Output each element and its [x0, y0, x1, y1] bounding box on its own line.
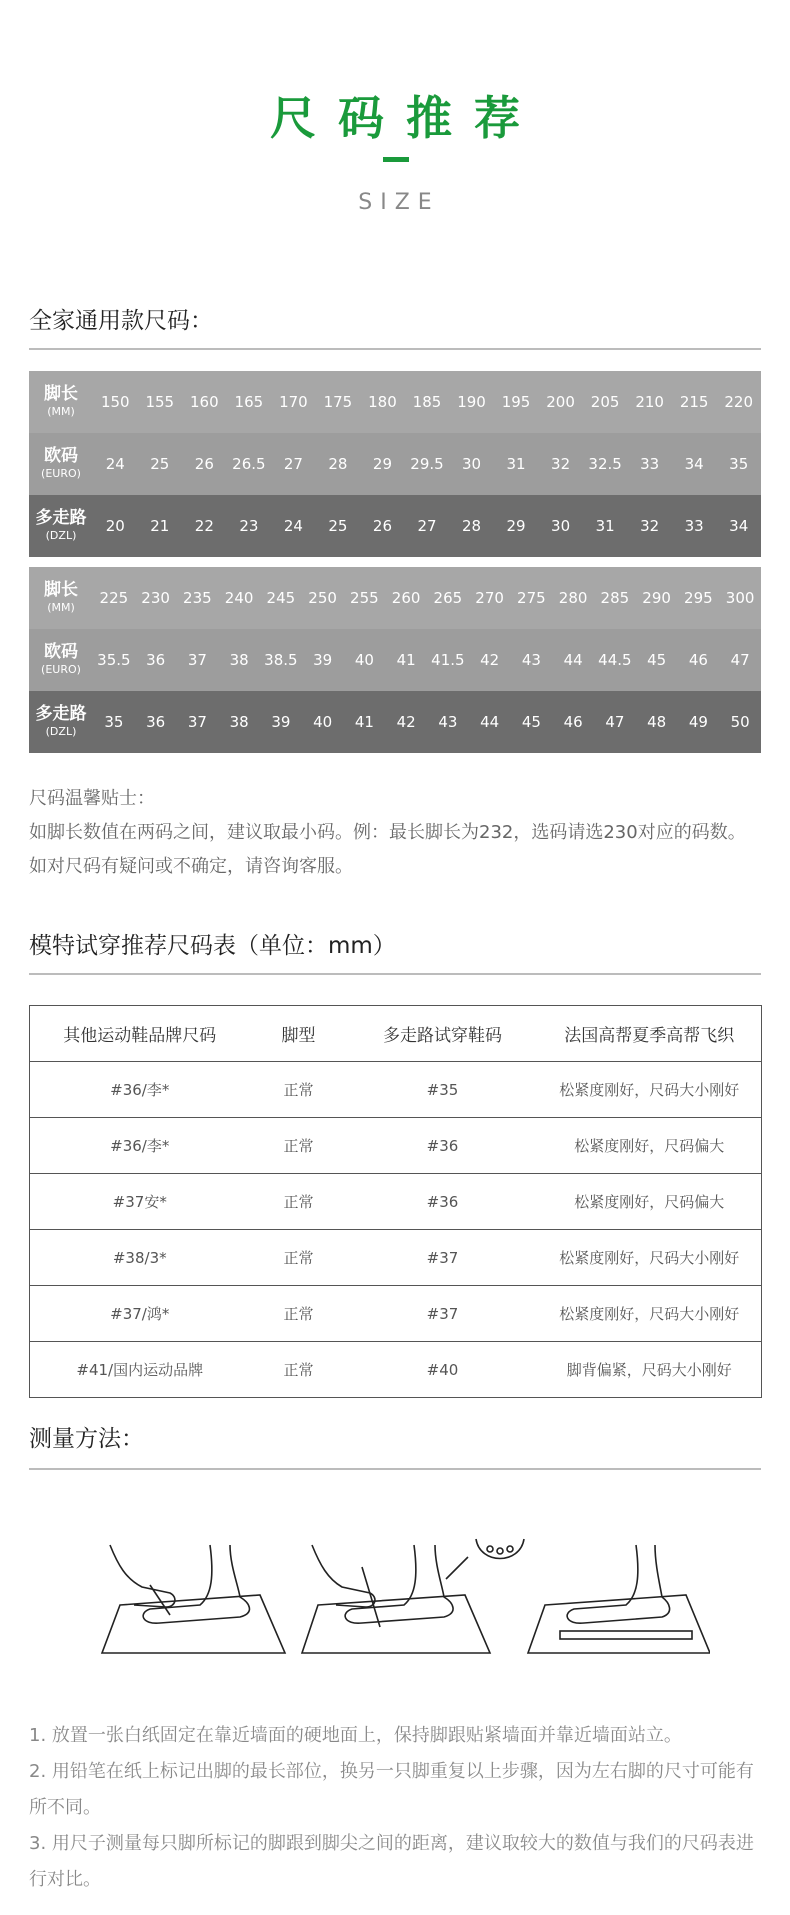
table-cell: 正常	[250, 1342, 348, 1398]
size-cell: 39	[302, 629, 344, 691]
size-cell: 280	[552, 567, 594, 629]
measure-step-1: 1. 放置一张白纸固定在靠近墙面的硬地面上，保持脚跟贴紧墙面并靠近墙面站立。	[29, 1725, 682, 1746]
row-label-dzl: 多走路 (DZL)	[29, 495, 93, 557]
size-cell: 22	[182, 495, 227, 557]
size-cell: 41	[385, 629, 427, 691]
table-row	[30, 1286, 762, 1342]
model-table-title: 模特试穿推荐尺码表（单位：mm）	[29, 933, 396, 959]
table-cell: 松紧度刚好，尺码偏大	[538, 1118, 762, 1174]
col-header-shoe-model: 法国高帮夏季高帮飞织	[538, 1006, 762, 1062]
size-cell: 285	[594, 567, 636, 629]
page-title: 尺码推荐	[270, 91, 542, 145]
table-cell: 正常	[250, 1118, 348, 1174]
table-cell: #35	[348, 1062, 538, 1118]
size-cell: 190	[449, 371, 494, 433]
size-cell: 47	[594, 691, 636, 753]
table-cell: #37安*	[30, 1174, 250, 1230]
table-row	[30, 1174, 762, 1230]
size-cell: 49	[678, 691, 720, 753]
size-cell: 215	[672, 371, 717, 433]
size-cell: 44	[552, 629, 594, 691]
table-cell: #37	[348, 1286, 538, 1342]
divider	[29, 973, 761, 975]
size-cell: 33	[627, 433, 672, 495]
size-cell: 195	[494, 371, 539, 433]
size-cell: 21	[138, 495, 183, 557]
table-cell: #41/国内运动品牌	[30, 1342, 250, 1398]
size-cell: 36	[135, 629, 177, 691]
size-cell: 31	[494, 433, 539, 495]
table-header-row	[30, 1006, 762, 1062]
size-cell: 295	[678, 567, 720, 629]
col-header-foot-type: 脚型	[250, 1006, 348, 1062]
size-cell: 38	[218, 691, 260, 753]
size-cell: 38	[218, 629, 260, 691]
size-cell: 255	[344, 567, 386, 629]
table-cell: 松紧度刚好，尺码大小刚好	[538, 1062, 762, 1118]
table-cell: #36	[348, 1118, 538, 1174]
divider	[29, 1468, 761, 1470]
size-cell: 29.5	[405, 433, 450, 495]
size-cell: 28	[449, 495, 494, 557]
size-cell: 26.5	[227, 433, 272, 495]
size-cell: 43	[511, 629, 553, 691]
size-table-1	[29, 371, 761, 557]
size-cell: 41	[344, 691, 386, 753]
table-cell: 正常	[250, 1174, 348, 1230]
step-2-illustration	[302, 1539, 524, 1653]
size-cell: 40	[344, 629, 386, 691]
size-cell: 50	[719, 691, 761, 753]
size-cell: 30	[538, 495, 583, 557]
table-cell: 正常	[250, 1062, 348, 1118]
size-cell: 200	[538, 371, 583, 433]
size-cell: 235	[177, 567, 219, 629]
size-cell: 245	[260, 567, 302, 629]
size-cell: 23	[227, 495, 272, 557]
size-cell: 44.5	[594, 629, 636, 691]
step-1-illustration	[102, 1545, 285, 1653]
size-cell: 32	[538, 433, 583, 495]
measure-title: 测量方法：	[29, 1426, 144, 1452]
size-cell: 44	[469, 691, 511, 753]
size-cell: 275	[511, 567, 553, 629]
divider	[29, 348, 761, 350]
size-cell: 27	[271, 433, 316, 495]
size-cell: 36	[135, 691, 177, 753]
size-cell: 20	[93, 495, 138, 557]
size-cell: 165	[227, 371, 272, 433]
measure-step-2: 2. 用铅笔在纸上标记出脚的最长部位，换另一只脚重复以上步骤，因为左右脚的尺寸可能有所不同。	[29, 1761, 754, 1818]
table-row	[30, 1118, 762, 1174]
table-cell: #36/李*	[30, 1118, 250, 1174]
size-cell: 300	[719, 567, 761, 629]
size-cell: 43	[427, 691, 469, 753]
table-cell: 松紧度刚好，尺码偏大	[538, 1174, 762, 1230]
size-cell: 45	[636, 629, 678, 691]
table-cell: #37	[348, 1230, 538, 1286]
size-cell: 32	[627, 495, 672, 557]
size-cell: 28	[316, 433, 361, 495]
foot-length-row	[29, 567, 761, 629]
table-cell: 松紧度刚好，尺码大小刚好	[538, 1230, 762, 1286]
size-cell: 24	[271, 495, 316, 557]
table-row	[30, 1062, 762, 1118]
tips-line-2: 如对尺码有疑问或不确定，请咨询客服。	[29, 856, 353, 877]
size-cell: 37	[177, 629, 219, 691]
col-header-other-brand: 其他运动鞋品牌尺码	[30, 1006, 250, 1062]
size-cell: 160	[182, 371, 227, 433]
size-cell: 265	[427, 567, 469, 629]
table-row	[30, 1342, 762, 1398]
table-cell: 正常	[250, 1286, 348, 1342]
size-cell: 46	[678, 629, 720, 691]
measure-step-3: 3. 用尺子测量每只脚所标记的脚跟到脚尖之间的距离，建议取较大的数值与我们的尺码表进行对比。	[29, 1833, 754, 1890]
page-subtitle: SIZE	[358, 190, 440, 215]
size-cell: 41.5	[427, 629, 469, 691]
size-tips	[29, 782, 764, 884]
size-cell: 185	[405, 371, 450, 433]
table-row	[30, 1230, 762, 1286]
size-cell: 32.5	[583, 433, 628, 495]
size-cell: 34	[672, 433, 717, 495]
size-cell: 47	[719, 629, 761, 691]
size-cell: 37	[177, 691, 219, 753]
size-cell: 27	[405, 495, 450, 557]
size-cell: 180	[360, 371, 405, 433]
size-cell: 34	[716, 495, 761, 557]
size-cell: 230	[135, 567, 177, 629]
row-label-foot: 脚长 (MM)	[29, 567, 93, 629]
size-cell: 155	[138, 371, 183, 433]
size-cell: 220	[716, 371, 761, 433]
row-label-euro: 欧码 (EURO)	[29, 629, 93, 691]
size-cell: 38.5	[260, 629, 302, 691]
row-label-dzl: 多走路 (DZL)	[29, 691, 93, 753]
size-cell: 45	[511, 691, 553, 753]
size-cell: 40	[302, 691, 344, 753]
dzl-row	[29, 691, 761, 753]
table-cell: 正常	[250, 1230, 348, 1286]
size-table-2	[29, 567, 761, 753]
size-cell: 150	[93, 371, 138, 433]
table-cell: #36	[348, 1174, 538, 1230]
size-cell: 35	[716, 433, 761, 495]
table-cell: 脚背偏紧，尺码大小刚好	[538, 1342, 762, 1398]
size-cell: 270	[469, 567, 511, 629]
model-fit-table	[29, 1005, 762, 1398]
row-label-foot: 脚长 (MM)	[29, 371, 93, 433]
step-3-illustration	[528, 1545, 710, 1653]
size-cell: 290	[636, 567, 678, 629]
tips-line-1: 如脚长数值在两码之间，建议取最小码。例：最长脚长为232，选码请选230对应的码数。	[29, 822, 746, 843]
family-size-title: 全家通用款尺码：	[29, 308, 213, 334]
size-cell: 31	[583, 495, 628, 557]
size-cell: 260	[385, 567, 427, 629]
size-cell: 30	[449, 433, 494, 495]
measurement-illustration	[90, 1535, 710, 1655]
tips-heading: 尺码温馨贴士：	[29, 788, 155, 809]
size-cell: 39	[260, 691, 302, 753]
size-cell: 24	[93, 433, 138, 495]
size-cell: 205	[583, 371, 628, 433]
size-cell: 225	[93, 567, 135, 629]
size-cell: 29	[494, 495, 539, 557]
row-label-euro: 欧码 (EURO)	[29, 433, 93, 495]
size-cell: 250	[302, 567, 344, 629]
size-cell: 175	[316, 371, 361, 433]
measure-steps	[29, 1718, 764, 1898]
dzl-row	[29, 495, 761, 557]
size-cell: 25	[138, 433, 183, 495]
size-cell: 29	[360, 433, 405, 495]
title-divider	[383, 157, 409, 162]
size-cell: 42	[385, 691, 427, 753]
col-header-dzl-size: 多走路试穿鞋码	[348, 1006, 538, 1062]
size-cell: 35.5	[93, 629, 135, 691]
size-cell: 35	[93, 691, 135, 753]
size-cell: 25	[316, 495, 361, 557]
table-cell: #40	[348, 1342, 538, 1398]
table-cell: #37/鸿*	[30, 1286, 250, 1342]
table-cell: #36/李*	[30, 1062, 250, 1118]
size-cell: 26	[182, 433, 227, 495]
size-cell: 240	[218, 567, 260, 629]
euro-row	[29, 629, 761, 691]
size-cell: 33	[672, 495, 717, 557]
foot-length-row	[29, 371, 761, 433]
euro-row	[29, 433, 761, 495]
table-cell: 松紧度刚好，尺码大小刚好	[538, 1286, 762, 1342]
size-cell: 46	[552, 691, 594, 753]
size-cell: 210	[627, 371, 672, 433]
table-cell: #38/3*	[30, 1230, 250, 1286]
size-cell: 170	[271, 371, 316, 433]
size-cell: 42	[469, 629, 511, 691]
size-cell: 26	[360, 495, 405, 557]
size-cell: 48	[636, 691, 678, 753]
